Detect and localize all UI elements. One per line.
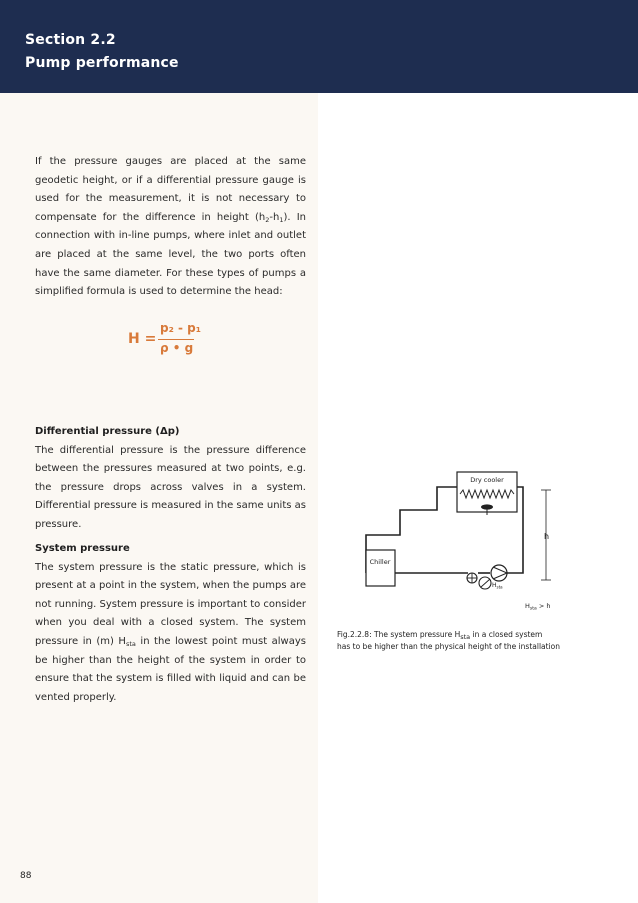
differential-pressure-text: The differential pressure is the pressure difference between the pressures measured at two points, e.g. the pressure drops across valves in a system. Differential pressure is measured in the same units as pressure. bbox=[35, 444, 306, 530]
head-formula bbox=[120, 321, 240, 367]
intro-paragraph: If the pressure gauges are placed at the same geodetic height, or if a differential pressure gauge is used for the measurement, it is not necessary to compensate for the difference in height $(h_2-h_1)$. In connection with in-line pumps, where inlet and outlet are placed at the same level, the two ports often have the same diameter. For these types of pumps a simplified formula is used to determine the head: bbox=[35, 156, 306, 298]
page-number: 88 bbox=[20, 871, 32, 881]
figure-caption bbox=[337, 629, 597, 652]
caption-line-1: Fig.2.2.8: The system pressure $H_{sta}$ in a closed system bbox=[337, 630, 543, 641]
height-label: h bbox=[544, 532, 550, 541]
caption-line-2: has to be higher than the physical height of the installation bbox=[337, 641, 561, 651]
hsta-label: $H_{sta}$ bbox=[492, 582, 503, 590]
section-title: Pump performance bbox=[25, 55, 179, 71]
section-header bbox=[0, 0, 638, 93]
section-label: Section 2.2 bbox=[25, 32, 116, 48]
formula-denominator: ρ • g bbox=[160, 341, 194, 355]
system-pressure-text: The system pressure is the static pressure, which is present at a point in the system, when the pumps are not running. System pressure is important to consider when you deal with a closed system. The system pressure in (m) $H_{sta}$ in the lowest point must always be higher than the height of the system in order to ensure that the system is filled with liquid and can be vented properly. bbox=[35, 561, 306, 703]
chiller-label: Chiller bbox=[369, 558, 391, 566]
formula-fraction-bar bbox=[158, 339, 194, 340]
differential-pressure-heading: Differential pressure (Δp) bbox=[35, 426, 180, 437]
system-pressure-paragraph bbox=[35, 540, 306, 707]
dry-cooler-label: Dry cooler bbox=[470, 476, 504, 484]
differential-pressure-paragraph bbox=[35, 423, 306, 535]
hsta-condition-label: $H_{sta} > h$ bbox=[525, 602, 551, 612]
formula-numerator: p₂ - p₁ bbox=[160, 321, 202, 335]
closed-system-diagram bbox=[330, 465, 570, 625]
system-pressure-heading: System pressure bbox=[35, 543, 130, 554]
formula-lhs: H = bbox=[128, 331, 157, 347]
